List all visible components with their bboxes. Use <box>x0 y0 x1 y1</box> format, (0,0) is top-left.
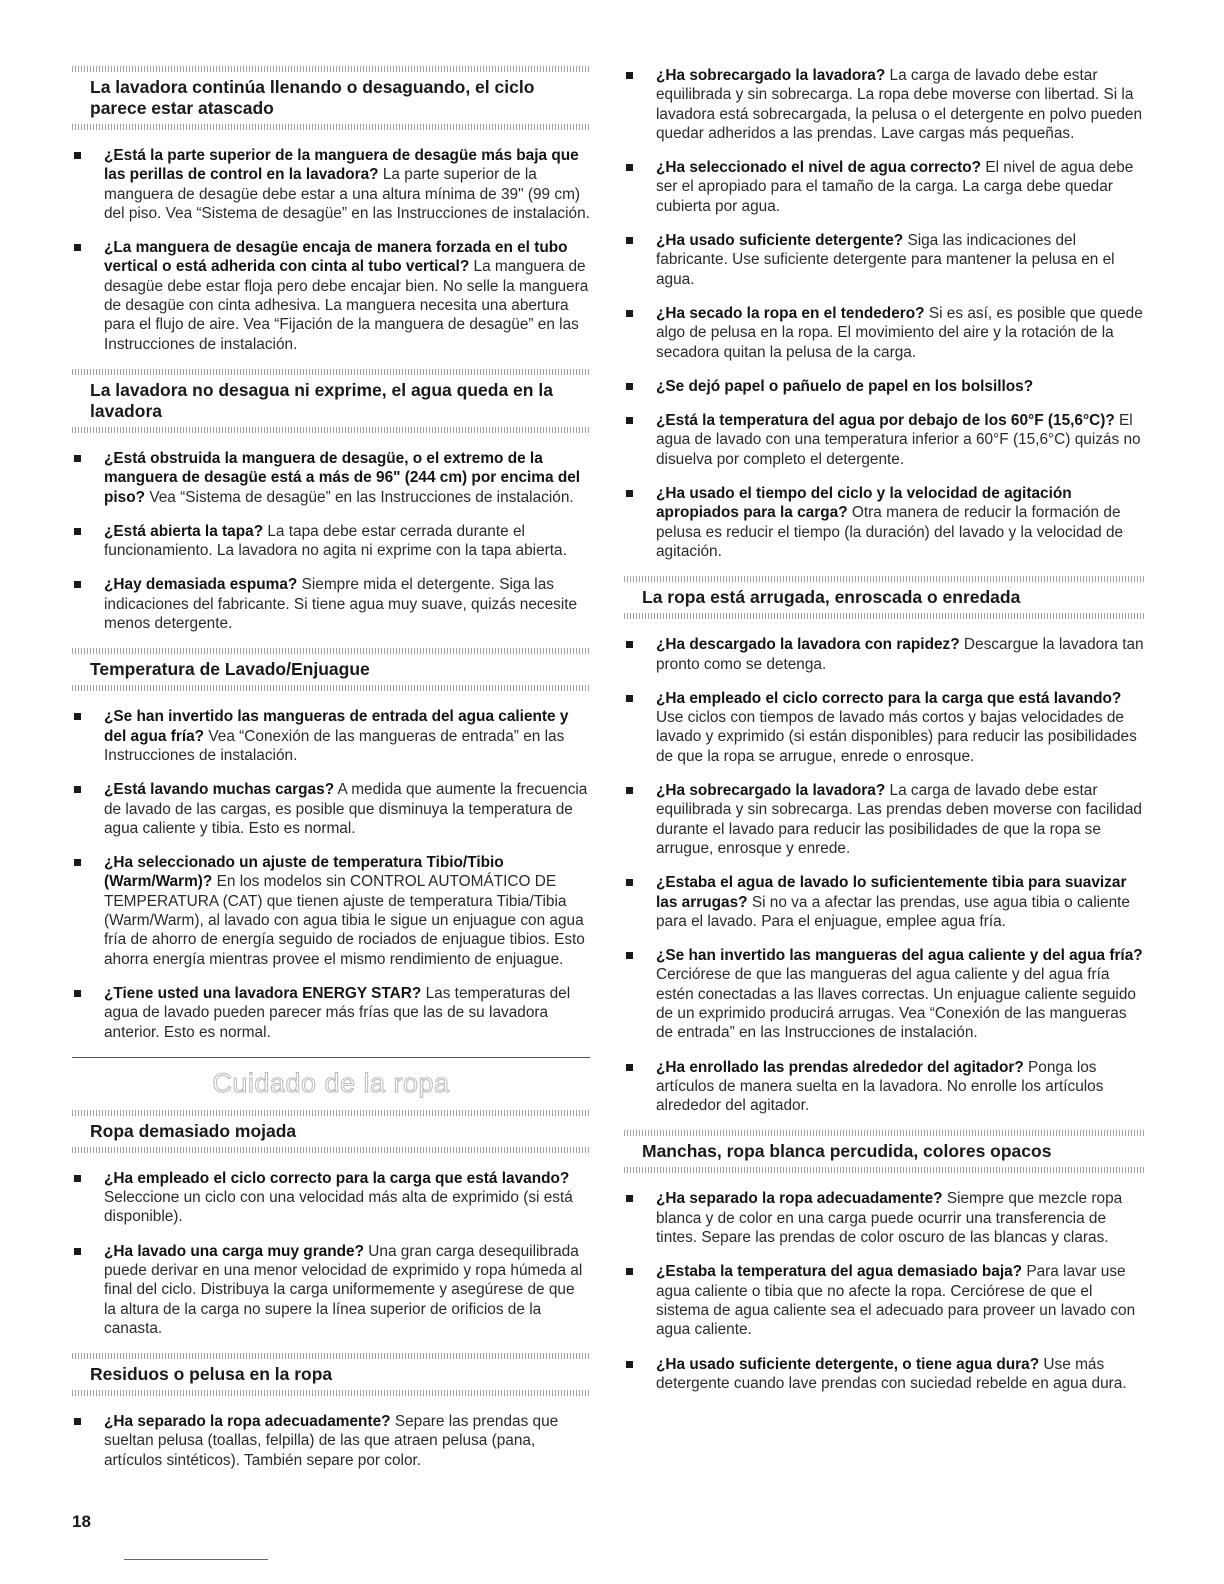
list-item <box>72 238 590 354</box>
item-question: ¿Tiene usted una lavadora ENERGY STAR? <box>104 984 422 1002</box>
item-question: ¿Está obstruida la manguera de desagüe, o el extremo de la manguera de desagüe está a más de 96" (244 cm) por encima del piso? <box>104 449 581 506</box>
right-column <box>624 66 1144 1408</box>
item-question: ¿Estaba el agua de lavado lo suficientemente tibia para suavizar las arrugas? <box>656 874 1127 911</box>
item-question: ¿Ha lavado una carga muy grande? <box>104 1242 365 1260</box>
list-item <box>72 449 590 507</box>
section-header <box>72 648 590 691</box>
section-header <box>624 1130 1144 1173</box>
page-number: 18 <box>72 1512 91 1531</box>
dotted-divider <box>624 1167 1144 1173</box>
section-header <box>72 369 590 433</box>
item-question: ¿Estaba la temperatura del agua demasiado baja? <box>656 1263 1023 1281</box>
list-item <box>624 231 1144 289</box>
section-header <box>72 66 590 130</box>
list-item <box>72 984 590 1042</box>
section-title: Ropa demasiado mojada <box>90 1120 297 1141</box>
item-question: ¿Hay demasiada espuma? <box>104 576 298 594</box>
list-item <box>72 146 590 223</box>
dotted-divider <box>72 1110 590 1116</box>
item-question: ¿Ha separado la ropa adecuadamente? <box>104 1413 391 1431</box>
item-question: ¿Está la temperatura del agua por debajo de los 60°F (15,6°C)? <box>656 412 1115 430</box>
section-header <box>72 1110 590 1153</box>
item-question: ¿Está la parte superior de la manguera de desagüe más baja que las perillas de control en la lavadora? <box>104 147 579 184</box>
list-item <box>624 158 1144 216</box>
item-answer: Otra manera de reducir la formación de pelusa es reducir el tiempo (la duración) del lavado y la velocidad de agitación. <box>656 504 1124 560</box>
list-item <box>72 707 590 765</box>
list-item <box>624 377 1144 396</box>
item-answer: Separe las prendas que sueltan pelusa (toallas, felpilla) de las que atraen pelusa (pana, artículos sintéticos). También separe por color. <box>104 1413 559 1469</box>
item-question: ¿Ha sobrecargado la lavadora? <box>656 67 886 84</box>
dotted-divider <box>72 648 590 654</box>
item-answer: Descargue la lavadora tan pronto como se detenga. <box>656 636 1144 673</box>
item-answer: La carga de lavado debe estar equilibrada y sin sobrecarga. Las prendas deben moverse con facilidad durante el lavado para reducir las posibilidades de que la ropa se arrugue, enrosque y enrede. <box>656 782 1142 857</box>
section-title: Manchas, ropa blanca percudida, colores opacos <box>642 1141 1052 1162</box>
item-question: ¿Ha seleccionado el nivel de agua correcto? <box>656 159 982 177</box>
item-answer: Vea “Conexión de las mangueras de entrada” en las Instrucciones de instalación. <box>104 727 565 764</box>
dotted-divider <box>624 1130 1144 1136</box>
list-item <box>72 1412 590 1470</box>
item-question: ¿Ha descargado la lavadora con rapidez? <box>656 636 960 654</box>
item-question: ¿Ha seleccionado un ajuste de temperatura Tibio/Tibio (Warm/Warm)? <box>104 854 504 891</box>
section-title: La lavadora no desagua ni exprime, el agua queda en la lavadora <box>90 379 553 421</box>
item-answer: Las temperaturas del agua de lavado pueden parecer más frías que las de su lavadora anterior. Esto es normal. <box>104 984 571 1041</box>
chapter-rule <box>72 1057 590 1058</box>
item-answer: Cerciórese de que las mangueras del agua caliente y del agua fría estén conectadas a las llaves correctas. Un enjuague caliente seguido de un exprimido producirá arrugas. Vea “Conexión de las mangueras de entrada” en las Instrucciones de instalación. <box>656 966 1136 1042</box>
item-answer: Para lavar use agua caliente o tibia que no afecte la ropa. Cerciórese de que el sistema de agua caliente sea el adecuado para proveer un lavado con agua caliente. <box>656 1263 1136 1339</box>
list-item <box>72 575 590 633</box>
dotted-divider <box>72 427 590 433</box>
section-title: Residuos o pelusa en la ropa <box>90 1364 333 1385</box>
list-item <box>624 1355 1144 1394</box>
left-column <box>72 66 590 1485</box>
item-answer: Si no va a afectar las prendas, use agua tibia o caliente para el lavado. Para el enjuague, emplee agua fría. <box>656 893 1130 930</box>
list-item <box>72 1169 590 1227</box>
dotted-divider <box>624 613 1144 619</box>
item-question: ¿Se han invertido las mangueras del agua caliente y del agua fría? <box>656 947 1143 965</box>
section-header <box>72 1353 590 1396</box>
dotted-divider <box>72 66 590 72</box>
dotted-divider <box>72 1147 590 1153</box>
item-question: ¿Está lavando muchas cargas? <box>104 781 335 799</box>
dotted-divider <box>624 576 1144 582</box>
item-question: ¿Se han invertido las mangueras de entrada del agua caliente y del agua fría? <box>104 708 569 745</box>
dotted-divider <box>72 685 590 691</box>
item-question: ¿Ha enrollado las prendas alrededor del agitador? <box>656 1058 1024 1076</box>
item-question: ¿Ha secado la ropa en el tendedero? <box>656 304 925 322</box>
list-item <box>624 1058 1144 1116</box>
item-answer: La parte superior de la manguera de desagüe debe estar a una altura mínima de 39" (99 cm) del piso. Vea “Sistema de desagüe” en las Instrucciones de instalación. <box>104 166 590 222</box>
item-answer: Use ciclos con tiempos de lavado más cortos y bajas velocidades de lavado y exprimido (si están disponibles) para reducir las posibilidades de que la ropa se arrugue, enrede o enrosque. <box>656 709 1137 765</box>
item-answer: Una gran carga desequilibrada puede derivar en una menor velocidad de exprimido y ropa húmeda al final del ciclo. Distribuya la carga uniformemente y asegúrese de que la altura de la carga no supere la línea superior de orificios de la canasta. <box>104 1242 583 1337</box>
list-item <box>624 873 1144 931</box>
item-answer: Siga las indicaciones del fabricante. Use suficiente detergente para mantener la pelusa en el agua. <box>656 232 1115 288</box>
item-answer: El agua de lavado con una temperatura inferior a 60°F (15,6°C) quizás no disuelva por completo el detergente. <box>656 412 1141 468</box>
chapter-heading <box>72 1057 590 1100</box>
item-answer: Seleccione un ciclo con una velocidad más alta de exprimido (si está disponible). <box>104 1189 573 1226</box>
item-question: ¿Está abierta la tapa? <box>104 522 264 540</box>
list-item <box>624 1262 1144 1339</box>
list-item <box>72 780 590 838</box>
item-answer: La tapa debe estar cerrada durante el funcionamiento. La lavadora no agita ni exprime con la tapa abierta. <box>104 522 567 560</box>
list-item <box>624 1189 1144 1247</box>
item-question: ¿Ha sobrecargado la lavadora? <box>656 782 886 800</box>
list-item <box>624 635 1144 674</box>
item-answer: Siempre mida el detergente. Siga las indicaciones del fabricante. Si tiene agua muy suave, quizás necesite menos detergente. <box>104 576 578 633</box>
item-answer: En los modelos sin CONTROL AUTOMÁTICO DE TEMPERATURA (CAT) que tienen ajuste de temperatura Tibia/Tibia (Warm/Warm), al lavado con agua tibia le sigue un enjuague con agua fría de ahorro de energía seguido de rociados de enjuague tibios. Esto ahorra energía mientras provee el mismo rendimiento de enjuague. <box>104 873 585 968</box>
item-question: ¿Ha usado suficiente detergente? <box>656 232 904 250</box>
list-item <box>624 411 1144 469</box>
list-item <box>624 484 1144 561</box>
item-question: ¿Ha usado el tiempo del ciclo y la velocidad de agitación apropiados para la carga? <box>656 485 1072 522</box>
list-item <box>624 66 1144 143</box>
list-item <box>72 522 590 561</box>
dotted-divider <box>72 1390 590 1396</box>
item-question: ¿Se dejó papel o pañuelo de papel en los bolsillos? <box>656 377 1034 395</box>
list-item <box>72 853 590 969</box>
item-answer: La manguera de desagüe debe estar floja pero debe encajar bien. No selle la manguera de desagüe con cinta adhesiva. La manguera necesita una abertura para el flujo de aire. Vea “Fijación de la manguera de desagüe” en las Instrucciones de instalación. <box>104 258 589 353</box>
list-item <box>72 1242 590 1338</box>
footer-rule <box>124 1559 268 1560</box>
item-answer: Si es así, es posible que quede algo de pelusa en la ropa. El movimiento del aire y la rotación de la secadora quitan la pelusa de la carga. <box>656 304 1143 361</box>
list-item <box>624 946 1144 1042</box>
dotted-divider <box>72 124 590 130</box>
dotted-divider <box>72 369 590 375</box>
item-answer: Ponga los artículos de manera suelta en la lavadora. No enrolle los artículos alrededor del agitador. <box>656 1058 1104 1115</box>
item-answer: Use más detergente cuando lave prendas con suciedad rebelde en agua dura. <box>656 1355 1127 1392</box>
section-title: La lavadora continúa llenando o desaguando, el ciclo parece estar atascado <box>90 77 535 118</box>
list-item <box>624 304 1144 362</box>
item-question: ¿Ha usado suficiente detergente, o tiene agua dura? <box>656 1355 1040 1373</box>
item-answer: Siempre que mezcle ropa blanca y de color en una carga puede ocurrir una transferencia de tintes. Separe las prendas de color oscuro de las blancas y claras. <box>656 1190 1123 1247</box>
item-answer: A medida que aumente la frecuencia de lavado de las cargas, es posible que disminuya la temperatura de agua caliente y tibia. Esto es normal. <box>104 781 588 837</box>
section-title: Temperatura de Lavado/Enjuague <box>90 659 370 680</box>
list-item <box>624 689 1144 766</box>
chapter-title: Cuidado de la ropa <box>212 1067 450 1098</box>
item-question: ¿La manguera de desagüe encaja de manera forzada en el tubo vertical o está adherida con cinta al tubo vertical? <box>104 239 568 276</box>
item-answer: Vea “Sistema de desagüe” en las Instrucciones de instalación. <box>149 488 574 506</box>
section-header <box>624 576 1144 619</box>
item-answer: La carga de lavado debe estar equilibrada y sin sobrecarga. La ropa debe moverse con libertad. Si la lavadora está sobrecargada, la pelusa o el detergente en polvo pueden quedar adheridos a las prendas. Lave cargas más pequeñas. <box>656 67 1143 142</box>
dotted-divider <box>72 1353 590 1359</box>
list-item <box>624 781 1144 858</box>
item-question: ¿Ha empleado el ciclo correcto para la carga que está lavando? <box>656 689 1122 707</box>
item-question: ¿Ha empleado el ciclo correcto para la carga que está lavando? <box>104 1169 570 1187</box>
item-question: ¿Ha separado la ropa adecuadamente? <box>656 1190 943 1208</box>
item-answer: El nivel de agua debe ser el apropiado para el tamaño de la carga. La carga debe quedar cubierta por agua. <box>656 159 1134 215</box>
section-title: La ropa está arrugada, enroscada o enredada <box>642 587 1021 608</box>
